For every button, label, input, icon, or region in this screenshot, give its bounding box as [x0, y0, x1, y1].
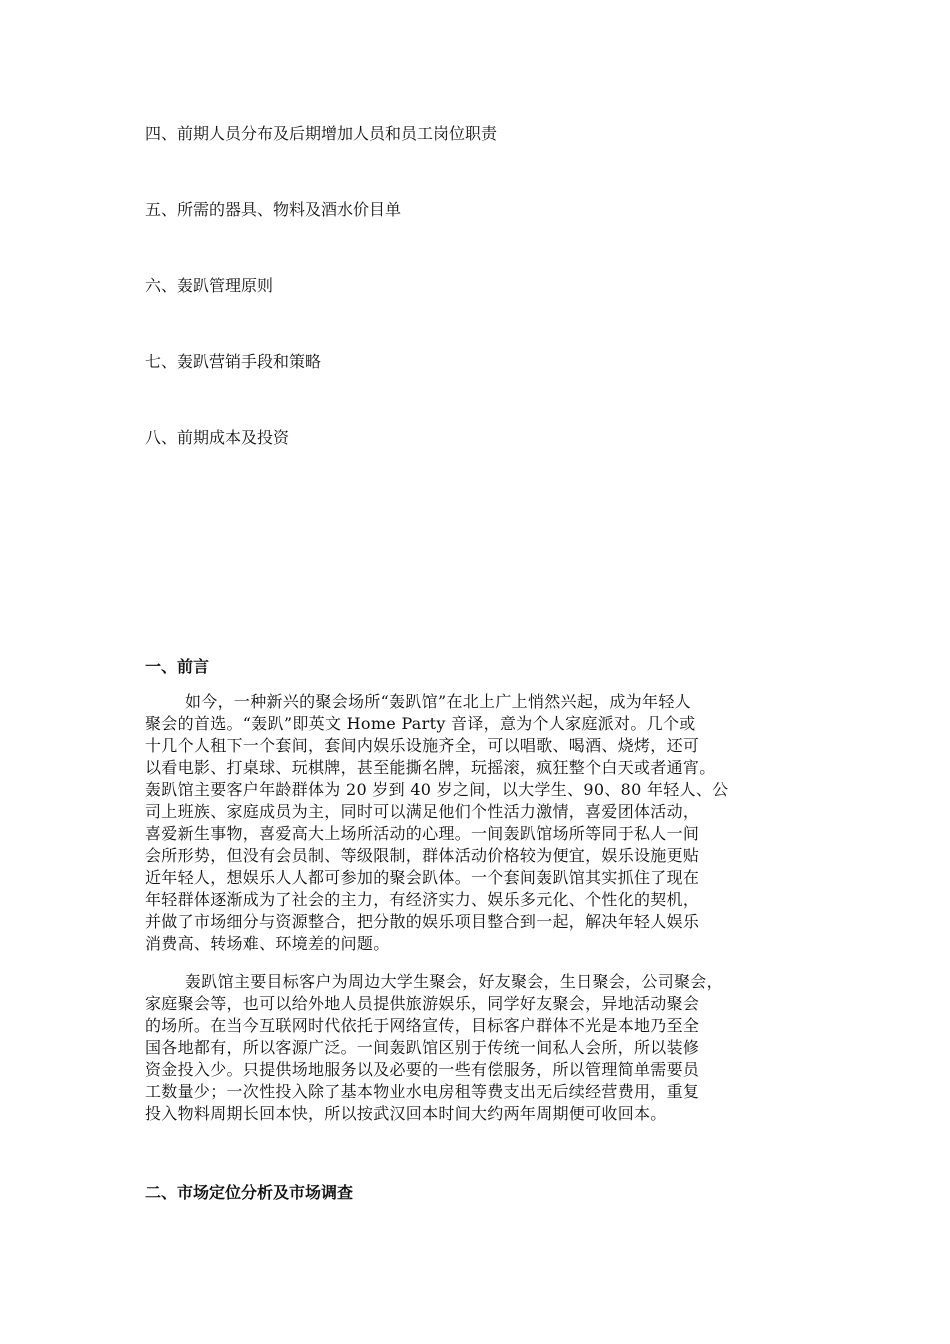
- toc-item-5: 五、所需的器具、物料及酒水价目单: [145, 200, 402, 219]
- paragraph-target-customers: [145, 971, 807, 1125]
- paragraph-line: 会所形势，但没有会员制、等级限制，群体活动价格较为便宜，娱乐设施更贴: [145, 846, 700, 865]
- section-heading-preface: 一、前言: [145, 657, 210, 676]
- paragraph-line: 国各地都有，所以客源广泛。一间轰趴馆区别于传统一间私人会所，所以装修: [145, 1038, 700, 1057]
- paragraph-line: 轰趴馆主要目标客户为周边大学生聚会，好友聚会，生日聚会，公司聚会，: [185, 972, 723, 991]
- toc-item-6: 六、轰趴管理原则: [145, 276, 274, 295]
- paragraph-line: 工数量少；一次性投入除了基本物业水电房租等费支出无后续经营费用，重复: [145, 1082, 700, 1101]
- paragraph-intro: [145, 691, 807, 955]
- toc-item-4: 四、前期人员分布及后期增加人员和员工岗位职责: [145, 124, 498, 143]
- paragraph-line: 消费高、转场难、环境差的问题。: [145, 934, 390, 953]
- paragraph-line: 轰趴馆主要客户年龄群体为 20 岁到 40 岁之间，以大学生、90、80 年轻人、公: [145, 780, 729, 799]
- paragraph-line: 家庭聚会等，也可以给外地人员提供旅游娱乐，同学好友聚会，异地活动聚会: [145, 994, 700, 1013]
- toc-item-8: 八、前期成本及投资: [145, 428, 290, 447]
- paragraph-line: 喜爱新生事物，喜爱高大上场所活动的心理。一间轰趴馆场所等同于私人一间: [145, 824, 700, 843]
- paragraph-line: 年轻群体逐渐成为了社会的主力，有经济实力、娱乐多元化、个性化的契机，: [145, 890, 700, 909]
- paragraph-line: 聚会的首选。“轰趴”即英文 Home Party 音译，意为个人家庭派对。几个或: [145, 714, 696, 733]
- toc-item-7: 七、轰趴营销手段和策略: [145, 352, 322, 371]
- paragraph-line: 十几个人租下一个套间，套间内娱乐设施齐全，可以唱歌、喝酒、烧烤，还可: [145, 736, 700, 755]
- paragraph-line: 并做了市场细分与资源整合，把分散的娱乐项目整合到一起，解决年轻人娱乐: [145, 912, 700, 931]
- paragraph-line: 资金投入少。只提供场地服务以及必要的一些有偿服务，所以管理简单需要员: [145, 1060, 700, 1079]
- section-heading-market: 二、市场定位分析及市场调查: [145, 1183, 354, 1202]
- paragraph-line: 以看电影、打桌球、玩棋牌，甚至能撕名牌，玩摇滚，疯狂整个白天或者通宵。: [145, 758, 716, 777]
- paragraph-line: 近年轻人，想娱乐人人都可参加的聚会趴体。一个套间轰趴馆其实抓住了现在: [145, 868, 700, 887]
- paragraph-line: 的场所。在当今互联网时代依托于网络宣传，目标客户群体不光是本地乃至全: [145, 1016, 700, 1035]
- paragraph-line: 司上班族、家庭成员为主，同时可以满足他们个性活力激情，喜爱团体活动，: [145, 802, 700, 821]
- paragraph-line: 如今，一种新兴的聚会场所“轰趴馆”在北上广上悄然兴起，成为年轻人: [185, 692, 691, 711]
- paragraph-line: 投入物料周期长回本快，所以按武汉回本时间大约两年周期便可收回本。: [145, 1104, 667, 1123]
